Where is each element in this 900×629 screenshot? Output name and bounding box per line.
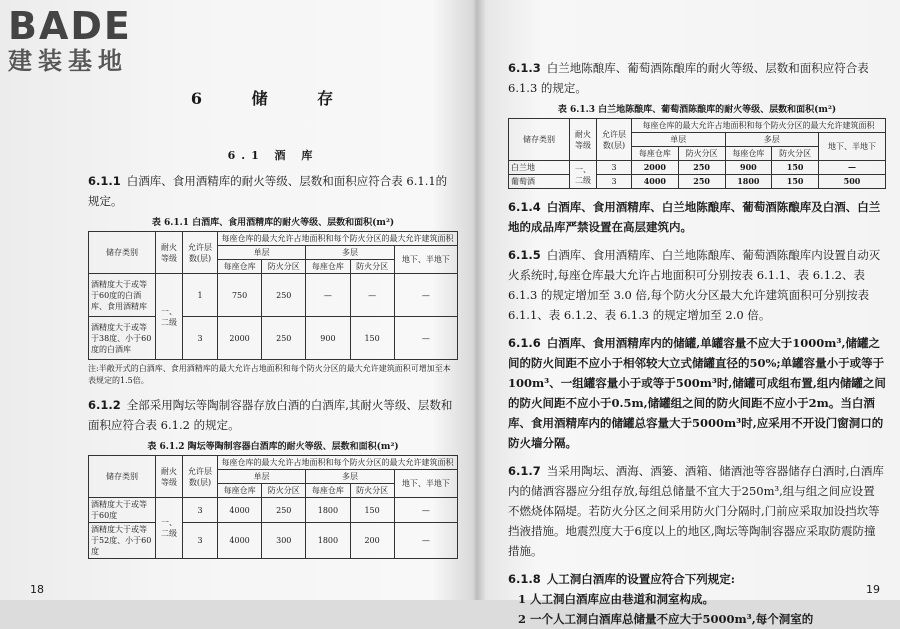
clause-6-1-6 [508,333,886,453]
table-6-1-3 [508,118,886,189]
cell-category: 酒精度大于或等于38度、小于60度的白酒库 [89,317,156,360]
header-zone: 防火分区 [262,484,306,498]
cell-value: 250 [262,274,306,317]
table-caption: 表 6.1.1 白酒库、食用酒精库的耐火等级、层数和面积(m²) [151,218,395,228]
cell-floors: 3 [183,317,218,360]
clause-6-1-7 [508,461,886,561]
header-category: 储存类别 [509,119,570,161]
header-grade: 耐火等级 [570,119,597,161]
watermark-logo [8,6,180,76]
header-max-area: 每座仓库的最大允许占地面积和每个防火分区的最大允许建筑面积 [218,456,458,470]
page-number: 18 [30,583,44,596]
header-grade: 耐火等级 [156,232,183,274]
watermark-subtitle: 建装基地 [8,47,128,75]
clause-text: 白酒库、食用酒精库、白兰地陈酿库、葡萄酒陈酿库内设置自动灭火系统时,每座仓库最大允许占地面积可分别按表 6.1.1、表 6.1.2、表 6.1.3 的规定增加至 3.0 倍,每个防火分区最大允许建筑面积可分别按表 6.1.1、表 6.1.2、表 6.1.3 的规定增加至 2.0 倍。 [508,248,881,322]
header-multi: 多层 [306,246,394,260]
cell-value: 250 [678,175,725,189]
clause-6-1-4 [508,197,886,237]
table-row [509,161,886,175]
cell-value: 150 [350,317,394,360]
cell-value: 500 [819,175,886,189]
header-warehouse: 每座仓库 [306,260,350,274]
clause-text: 人工洞白酒库的设置应符合下列规定: [546,572,735,586]
cell-value: 1800 [306,523,350,559]
clause-text: 白酒库、食用酒精库内的储罐,单罐容量不应大于1000m³,储罐之间的防火间距不应小于相邻较大立式储罐直径的50%;单罐容量小于或等于100m³、一组罐容量小于或等于500m³时,储罐可成组布置,组内储罐之间的防火间距不应小于0.5m,储罐组之间的防火间距不应小于2m。当白酒库、食用酒精库内的储罐总容量大于5000m³时,应采用不开设门窗洞口的防火墙分隔。 [508,336,886,450]
cell-value: 2000 [218,317,262,360]
cell-value: 900 [306,317,350,360]
cell-value: — [306,274,350,317]
cell-value: — [394,523,457,559]
cell-value: 2000 [632,161,679,175]
clause-number: 6.1.2 [88,398,121,412]
cell-value: 150 [772,161,819,175]
cell-value: 250 [678,161,725,175]
header-zone: 防火分区 [350,260,394,274]
header-warehouse: 每座仓库 [306,484,350,498]
header-warehouse: 每座仓库 [218,260,262,274]
clause-number: 6.1.7 [508,464,541,478]
header-zone: 防火分区 [772,147,819,161]
cell-category: 白兰地 [509,161,570,175]
header-max-area: 每座仓库的最大允许占地面积和每个防火分区的最大允许建筑面积 [218,232,458,246]
header-floors: 允许层数(层) [183,456,218,498]
watermark-brand: BADE [8,4,132,48]
table-caption: 表 6.1.3 白兰地陈酿库、葡萄酒陈酿库的耐火等级、层数和面积(m²) [557,105,837,115]
header-zone: 防火分区 [678,147,725,161]
header-single: 单层 [218,470,306,484]
header-underground: 地下、半地下 [819,133,886,161]
cell-value: 750 [218,274,262,317]
cell-value: 4000 [632,175,679,189]
cell-value: 300 [262,523,306,559]
section-title: 6.1 酒 库 [227,149,319,162]
cell-floors: 1 [183,274,218,317]
clause-text: 白酒库、食用酒精库的耐火等级、层数和面积应符合表 6.1.1的规定。 [88,174,448,208]
cell-value: 4000 [218,498,262,523]
clause-6-1-5 [508,245,886,325]
cell-value: — [350,274,394,317]
header-floors: 允许层数(层) [597,119,632,161]
page-number: 19 [866,583,880,596]
header-single: 单层 [218,246,306,260]
clause-6-1-8 [508,569,886,589]
clause-number: 6.1.1 [88,174,121,188]
cell-category: 葡萄酒 [509,175,570,189]
header-underground: 地下、半地下 [394,246,457,274]
cell-floors: 3 [183,523,218,559]
cell-value: 200 [350,523,394,559]
clause-number: 6.1.8 [508,572,541,586]
clause-6-1-1 [88,171,458,211]
header-floors: 允许层数(层) [183,232,218,274]
cell-value: 1800 [306,498,350,523]
cell-value: — [394,317,457,360]
clause-text: 白兰地陈酿库、葡萄酒陈酿库的耐火等级、层数和面积应符合表 6.1.3 的规定。 [508,61,869,95]
right-page [480,0,900,626]
cell-category: 酒精度大于或等于52度、小于60度 [89,523,156,559]
cell-floors: 3 [597,161,632,175]
header-multi: 多层 [725,133,819,147]
clause-number: 6.1.4 [508,200,541,214]
clause-item-1: 1 人工洞白酒库应由巷道和洞室构成。 [518,592,715,606]
cell-value: — [819,161,886,175]
clause-number: 6.1.5 [508,248,541,262]
header-multi: 多层 [306,470,394,484]
clause-text: 全部采用陶坛等陶制容器存放白酒的白酒库,其耐火等级、层数和面积应符合表 6.1.2 的规定。 [88,398,453,432]
cell-value: — [394,274,457,317]
table-row [509,175,886,189]
cell-grade: 一、二级 [156,274,183,360]
header-underground: 地下、半地下 [394,470,457,498]
table-row [89,498,458,523]
cell-value: 250 [262,498,306,523]
cell-grade: 一、二级 [570,161,597,189]
table-row [89,317,458,360]
header-category: 储存类别 [89,456,156,498]
header-max-area: 每座仓库的最大允许占地面积和每个防火分区的最大允许建筑面积 [632,119,886,133]
cell-category: 酒精度大于或等于60度的白酒库、食用酒精库 [89,274,156,317]
left-page [0,0,470,600]
header-single: 单层 [632,133,726,147]
cell-value: 250 [262,317,306,360]
header-grade: 耐火等级 [156,456,183,498]
cell-value: 150 [772,175,819,189]
table-row [89,274,458,317]
clause-6-1-2 [88,395,458,435]
table-row [89,523,458,559]
clause-number: 6.1.3 [508,61,541,75]
header-warehouse: 每座仓库 [218,484,262,498]
table-caption: 表 6.1.2 陶坛等陶制容器白酒库的耐火等级、层数和面积(m²) [147,442,399,452]
table-6-1-2 [88,455,458,559]
cell-value: 1800 [725,175,772,189]
cell-grade: 一、二级 [156,498,183,559]
clause-item-2: 2 一个人工洞白酒库总储量不应大于5000m³,每个洞室的 [518,612,814,626]
clause-number: 6.1.6 [508,336,541,350]
header-zone: 防火分区 [262,260,306,274]
chapter-title: 6 储 存 [190,89,356,108]
clause-text: 当采用陶坛、酒海、酒篓、酒箱、储酒池等容器储存白酒时,白酒库内的储酒容器应分组存放,每组总储量不宜大于250m³,组与组之间应设置不燃烧体隔堤。若防火分区之间采用防火门分隔时,门前应采取加设挡坎等挡液措施。地震烈度大于6度以上的地区,陶坛等陶制容器应采取防震防撞措施。 [508,464,884,558]
cell-value: 4000 [218,523,262,559]
header-zone: 防火分区 [350,484,394,498]
cell-category: 酒精度大于或等于60度 [89,498,156,523]
header-warehouse: 每座仓库 [725,147,772,161]
header-category: 储存类别 [89,232,156,274]
cell-value: — [394,498,457,523]
table-note: 注:半敞开式的白酒库、食用酒精库的最大允许占地面积和每个防火分区的最大允许建筑面积可增加至本表规定的1.5倍。 [88,364,451,385]
cell-value: 900 [725,161,772,175]
clause-text: 白酒库、食用酒精库、白兰地陈酿库、葡萄酒陈酿库及白酒、白兰地的成品库严禁设置在高层建筑内。 [508,200,881,234]
cell-floors: 3 [597,175,632,189]
cell-value: 150 [350,498,394,523]
header-warehouse: 每座仓库 [632,147,679,161]
table-6-1-1 [88,231,458,360]
clause-6-1-3 [508,58,886,98]
cell-floors: 3 [183,498,218,523]
